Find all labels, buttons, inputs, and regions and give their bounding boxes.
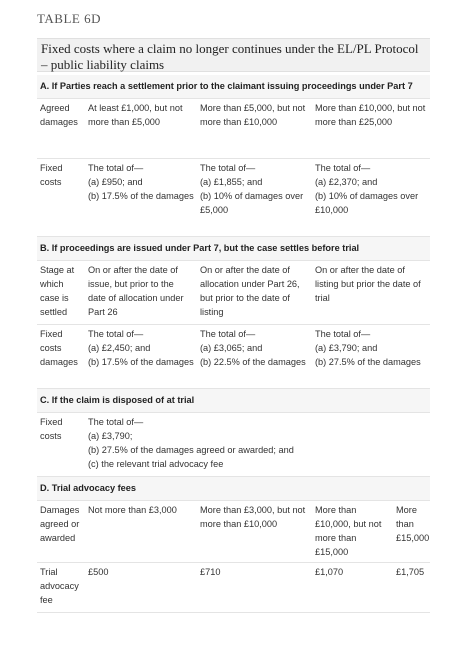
- section-c-heading-row: [37, 389, 430, 413]
- section-b-heading: B. If proceedings are issued under Part 7, but the case settles before trial: [37, 237, 430, 261]
- table-cell: The total of— (a) £950; and (b) 17.5% of the damages: [85, 159, 197, 237]
- section-d-heading-row: [37, 477, 430, 501]
- table-cell: More than £10,000, but not more than £25,000: [312, 99, 430, 159]
- table-cell: Fixed costs damages: [37, 325, 85, 389]
- table-cell: £1,705: [393, 563, 430, 613]
- table-cell: £500: [85, 563, 197, 613]
- section-b-stage-row: [37, 261, 430, 325]
- section-c-costs-row: [37, 413, 430, 477]
- fixed-costs-table: [37, 75, 430, 613]
- table-cell: On or after the date of allocation under Part 26, but prior to the date of listing: [197, 261, 312, 325]
- section-d-damages-row: [37, 501, 430, 563]
- table-cell: More than £5,000, but not more than £10,000: [197, 99, 312, 159]
- section-a-costs-row: [37, 159, 430, 237]
- table-cell: The total of— (a) £2,370; and (b) 10% of damages over £10,000: [312, 159, 430, 237]
- table-cell: On or after the date of issue, but prior to the date of allocation under Part 26: [85, 261, 197, 325]
- table-cell: More than £10,000, but not more than £15,000: [312, 501, 393, 563]
- section-d-fee-row: [37, 563, 430, 613]
- table-cell: The total of— (a) £3,065; and (b) 22.5% of the damages: [197, 325, 312, 389]
- table-cell: Fixed costs: [37, 413, 85, 477]
- section-c-heading: C. If the claim is disposed of at trial: [37, 389, 430, 413]
- table-label: TABLE 6D: [37, 11, 101, 26]
- table-cell: On or after the date of listing but prior the date of trial: [312, 261, 430, 325]
- table-cell: More than £15,000: [393, 501, 430, 563]
- table-cell: £710: [197, 563, 312, 613]
- table-cell: The total of— (a) £3,790; and (b) 27.5% of the damages: [312, 325, 430, 389]
- section-a-heading: A. If Parties reach a settlement prior to the claimant issuing proceedings under Part 7: [37, 75, 430, 99]
- table-cell: Damages agreed or awarded: [37, 501, 85, 563]
- table-cell: Not more than £3,000: [85, 501, 197, 563]
- table-cell: The total of— (a) £2,450; and (b) 17.5% of the damages: [85, 325, 197, 389]
- table-cell: Agreed damages: [37, 99, 85, 159]
- section-a-heading-row: [37, 75, 430, 99]
- section-b-heading-row: [37, 237, 430, 261]
- section-d-heading: D. Trial advocacy fees: [37, 477, 430, 501]
- table-cell: More than £3,000, but not more than £10,000: [197, 501, 312, 563]
- table-cell: The total of— (a) £3,790; (b) 27.5% of the damages agreed or awarded; and (c) the relevant trial advocacy fee: [85, 413, 430, 477]
- table-cell: Fixed costs: [37, 159, 85, 237]
- table-cell: At least £1,000, but not more than £5,000: [85, 99, 197, 159]
- table-cell: Stage at which case is settled: [37, 261, 85, 325]
- section-b-costs-row: [37, 325, 430, 389]
- table-cell: Trial advocacy fee: [37, 563, 85, 613]
- table-caption: Fixed costs where a claim no longer continues under the EL/PL Protocol – public liability claims: [37, 38, 430, 72]
- table-cell: The total of— (a) £1,855; and (b) 10% of damages over £5,000: [197, 159, 312, 237]
- section-a-damages-row: [37, 99, 430, 159]
- table-cell: £1,070: [312, 563, 393, 613]
